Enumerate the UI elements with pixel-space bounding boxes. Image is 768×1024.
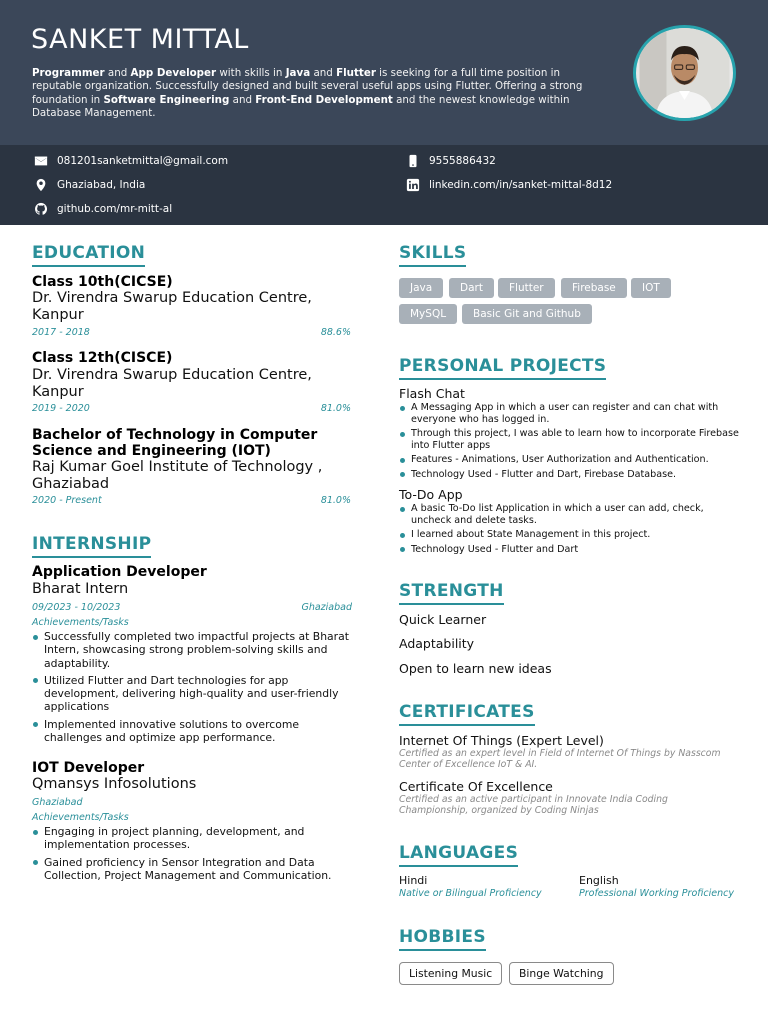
project-2-name: To-Do App (399, 487, 463, 502)
contact-phone[interactable] (405, 153, 496, 169)
email-text: 081201sanketmittal@gmail.com (57, 155, 229, 167)
contact-github[interactable] (33, 201, 172, 217)
job-1-company: Bharat Intern (32, 581, 129, 597)
certificates-heading: CERTIFICATES (399, 702, 535, 726)
projects-heading: PERSONAL PROJECTS (399, 356, 606, 380)
cert-1-desc: Certified as an expert level in Field of Internet Of Things by Nasscom Center of Excellence IoT & AI. (399, 748, 721, 770)
list-item: A basic To-Do list Application in which a user can add, check, uncheck and delete tasks. (399, 503, 739, 526)
github-icon (33, 201, 49, 217)
contact-bar (0, 145, 768, 225)
list-item: Features - Animations, User Authorization and Authentication. (399, 454, 739, 466)
contact-location (33, 177, 145, 193)
list-item: A Messaging App in which a user can register and can chat with everyone who has logged in. (399, 402, 739, 425)
contact-linkedin[interactable] (405, 177, 612, 193)
language-1-name: Hindi (399, 874, 428, 887)
edu-1-grade: 88.6% (320, 327, 351, 338)
list-item: Gained proficiency in Sensor Integration and Data Collection, Project Management and Communication. (32, 856, 350, 883)
edu-1-degree: Class 10th(CICSE) (32, 274, 173, 290)
job-1-role: Application Developer (32, 564, 207, 580)
location-text: Ghaziabad, India (57, 179, 146, 191)
job-1-dates: 09/2023 - 10/2023 (32, 602, 121, 613)
edu-3-dates: 2020 - Present (32, 495, 102, 506)
job-1-tasks-label: Achievements/Tasks (32, 617, 129, 628)
project-2-bullets (399, 503, 739, 558)
edu-2-grade: 81.0% (320, 403, 351, 414)
skill-chip: Dart (449, 278, 494, 298)
language-2-level: Professional Working Proficiency (579, 888, 734, 899)
education-heading: EDUCATION (32, 243, 145, 267)
job-2-tasks-label: Achievements/Tasks (32, 812, 129, 823)
list-item: Implemented innovative solutions to overcome challenges and optimize app performance. (32, 718, 350, 745)
skill-chip: MySQL (399, 304, 457, 324)
project-1-bullets (399, 402, 739, 483)
job-2-role: IOT Developer (32, 760, 145, 776)
job-1-bullets (32, 630, 350, 748)
profile-photo (633, 25, 736, 121)
strength-item: Open to learn new ideas (399, 661, 552, 676)
github-text: github.com/mr-mitt-al (57, 203, 173, 215)
list-item: I learned about State Management in this project. (399, 529, 739, 541)
cert-1-name: Internet Of Things (Expert Level) (399, 733, 604, 748)
list-item: Engaging in project planning, development, and implementation processes. (32, 825, 350, 852)
profile-summary: Programmer and App Developer with skills in Java and Flutter is seeking for a full time position in reputable organization. Successfully designed and built several useful apps using Flutter. Offering a strong foundation in Software Engineering and Front-End Development and the newest knowledge within Database Management. (32, 67, 583, 119)
edu-2-degree: Class 12th(CISCE) (32, 350, 173, 366)
strength-heading: STRENGTH (399, 581, 504, 605)
languages-heading: LANGUAGES (399, 843, 518, 867)
list-item: Successfully completed two impactful projects at Bharat Intern, showcasing strong problem-solving skills and adaptability. (32, 630, 350, 670)
edu-1-dates: 2017 - 2018 (32, 327, 90, 338)
job-2-bullets (32, 825, 350, 886)
internship-heading: INTERNSHIP (32, 534, 151, 558)
edu-1-institution: Dr. Virendra Swarup Education Centre, Kanpur (32, 290, 312, 323)
job-2-location: Ghaziabad (32, 797, 83, 808)
location-pin-icon (33, 177, 49, 193)
mail-icon (33, 153, 49, 169)
hobby-chip: Listening Music (399, 962, 502, 985)
edu-3-degree: Bachelor of Technology in Computer Science and Engineering (IOT) (32, 427, 318, 459)
project-1-name: Flash Chat (399, 386, 465, 401)
list-item: Utilized Flutter and Dart technologies for app development, delivering high-quality and user-friendly applications (32, 674, 350, 714)
resume-header (0, 0, 768, 145)
phone-icon (405, 153, 421, 169)
language-2-name: English (579, 874, 619, 887)
contact-email[interactable] (33, 153, 228, 169)
language-1-level: Native or Bilingual Proficiency (399, 888, 542, 899)
phone-text: 9555886432 (429, 155, 496, 167)
hobbies-heading: HOBBIES (399, 927, 486, 951)
strength-item: Quick Learner (399, 612, 487, 627)
skills-heading: SKILLS (399, 243, 466, 267)
list-item: Technology Used - Flutter and Dart (399, 544, 739, 556)
candidate-name: SANKET MITTAL (31, 24, 249, 55)
person-photo-icon (636, 28, 733, 118)
skill-chip: IOT (631, 278, 671, 298)
skill-chip: Flutter (498, 278, 555, 298)
list-item: Through this project, I was able to learn how to incorporate Firebase into Flutter apps (399, 428, 739, 451)
linkedin-icon (405, 177, 421, 193)
list-item: Technology Used - Flutter and Dart, Firebase Database. (399, 469, 739, 481)
cert-2-name: Certificate Of Excellence (399, 779, 553, 794)
job-2-company: Qmansys Infosolutions (32, 776, 197, 792)
job-1-location: Ghaziabad (301, 602, 352, 613)
skill-chip: Firebase (561, 278, 627, 298)
edu-3-institution: Raj Kumar Goel Institute of Technology , Ghaziabad (32, 459, 323, 492)
cert-2-desc: Certified as an active participant in Innovate India Coding Championship, organized by Coding Ninjas (399, 794, 668, 816)
hobby-chip: Binge Watching (509, 962, 614, 985)
strength-item: Adaptability (399, 636, 475, 651)
edu-2-dates: 2019 - 2020 (32, 403, 90, 414)
edu-2-institution: Dr. Virendra Swarup Education Centre, Kanpur (32, 367, 312, 400)
edu-3-grade: 81.0% (320, 495, 351, 506)
linkedin-text: linkedin.com/in/sanket-mittal-8d12 (429, 179, 613, 191)
skill-chip: Java (399, 278, 443, 298)
skill-chip: Basic Git and Github (462, 304, 592, 324)
